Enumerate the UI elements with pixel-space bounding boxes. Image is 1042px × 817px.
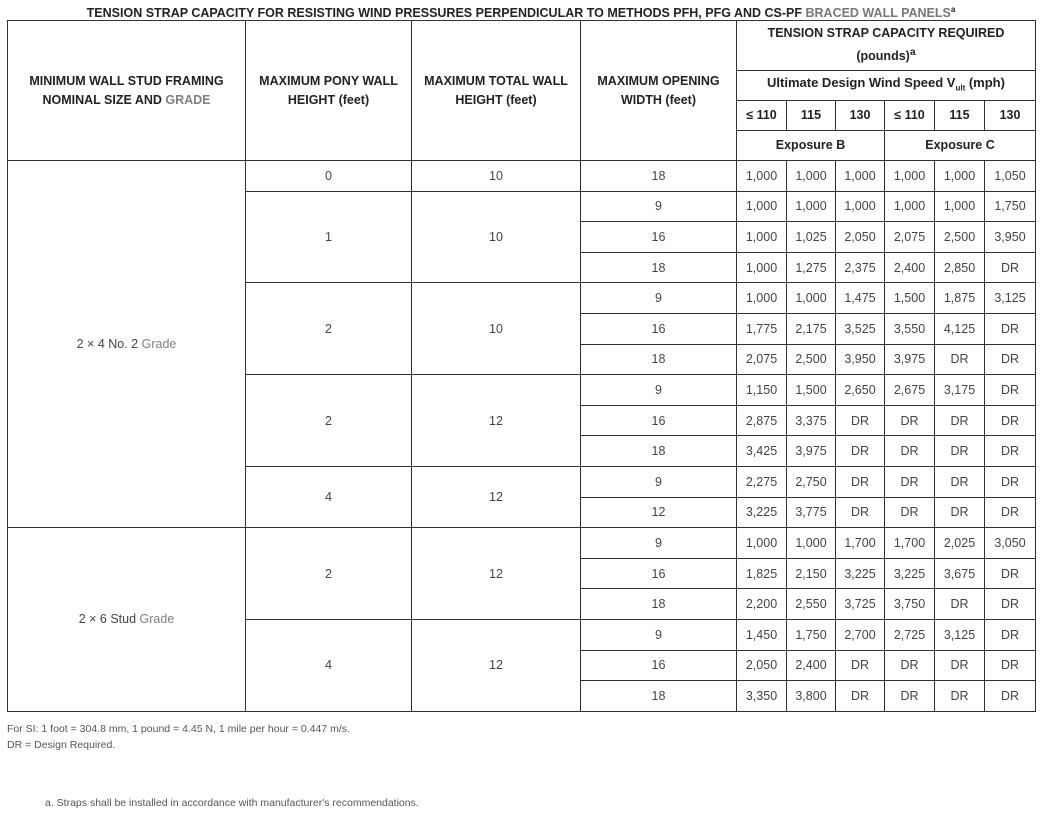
pony-wall-height-cell: 2 [246, 283, 412, 375]
capacity-cell: 1,000 [737, 222, 787, 253]
capacity-cell: 2,550 [787, 589, 836, 620]
capacity-cell: DR [935, 650, 985, 681]
capacity-cell: 1,000 [885, 161, 935, 192]
table-row [8, 528, 1036, 559]
header-speed: 115 [787, 101, 836, 131]
total-wall-height-cell: 12 [412, 619, 581, 711]
framing-grade-link[interactable]: Grade [141, 337, 177, 352]
capacity-cell: 2,500 [787, 344, 836, 375]
capacity-cell: 1,275 [787, 252, 836, 283]
capacity-cell: DR [885, 436, 935, 467]
total-wall-height-cell: 12 [412, 375, 581, 467]
capacity-cell: 3,725 [836, 589, 885, 620]
capacity-cell: 1,475 [836, 283, 885, 314]
pony-wall-height-cell: 2 [246, 375, 412, 467]
header-framing-line1: MINIMUM WALL STUD FRAMING [29, 73, 224, 88]
framing-cell [8, 161, 246, 528]
opening-width-cell: 18 [581, 252, 737, 283]
capacity-cell: DR [836, 436, 885, 467]
table-title-footnote-mark: a [950, 5, 956, 14]
header-wind-speed [737, 71, 1036, 101]
capacity-cell: 3,750 [885, 589, 935, 620]
capacity-cell: 1,000 [787, 191, 836, 222]
framing-size: 2 × 4 No. 2 [76, 337, 142, 352]
capacity-cell: 3,975 [787, 436, 836, 467]
capacity-cell: 3,425 [737, 436, 787, 467]
capacity-cell: DR [935, 436, 985, 467]
framing-grade-link[interactable]: Grade [139, 612, 175, 627]
opening-width-cell: 18 [581, 161, 737, 192]
opening-width-cell: 9 [581, 283, 737, 314]
header-capacity-line1: TENSION STRAP CAPACITY REQUIRED [767, 26, 1005, 41]
capacity-cell: DR [836, 405, 885, 436]
capacity-cell: 1,450 [737, 619, 787, 650]
pony-wall-height-cell: 4 [246, 466, 412, 527]
capacity-cell: 1,000 [836, 161, 885, 192]
capacity-cell: 1,000 [737, 252, 787, 283]
capacity-cell: 1,000 [737, 191, 787, 222]
opening-width-cell: 9 [581, 466, 737, 497]
capacity-cell: 3,125 [985, 283, 1036, 314]
capacity-cell: DR [985, 650, 1036, 681]
capacity-cell: 1,000 [737, 528, 787, 559]
capacity-cell: 3,125 [935, 619, 985, 650]
capacity-cell: 3,775 [787, 497, 836, 528]
pony-wall-height-cell: 1 [246, 191, 412, 283]
capacity-cell: DR [985, 313, 1036, 344]
tension-strap-table [7, 20, 1036, 712]
capacity-cell: DR [935, 405, 985, 436]
capacity-cell: 1,875 [935, 283, 985, 314]
capacity-cell: 1,775 [737, 313, 787, 344]
capacity-cell: 3,950 [836, 344, 885, 375]
framing-size: 2 × 6 Stud [78, 612, 140, 627]
capacity-cell: 3,675 [935, 558, 985, 589]
capacity-cell: 1,700 [885, 528, 935, 559]
capacity-cell: 1,750 [787, 619, 836, 650]
header-speed: 130 [836, 101, 885, 131]
opening-width-cell: 9 [581, 191, 737, 222]
capacity-cell: DR [985, 619, 1036, 650]
total-wall-height-cell: 10 [412, 191, 581, 283]
capacity-cell: DR [935, 589, 985, 620]
capacity-cell: 3,375 [787, 405, 836, 436]
capacity-cell: DR [935, 681, 985, 712]
opening-width-cell: 16 [581, 313, 737, 344]
header-framing-line2: NOMINAL SIZE AND [42, 92, 166, 107]
opening-width-cell: 12 [581, 497, 737, 528]
opening-width-cell: 9 [581, 375, 737, 406]
capacity-cell: 2,725 [885, 619, 935, 650]
capacity-cell: DR [935, 466, 985, 497]
capacity-cell: DR [985, 681, 1036, 712]
capacity-cell: 2,400 [787, 650, 836, 681]
table-title-link[interactable]: BRACED WALL PANELS [805, 6, 951, 21]
capacity-cell: DR [935, 344, 985, 375]
header-capacity [737, 21, 1036, 71]
capacity-cell: DR [885, 681, 935, 712]
capacity-cell: 2,050 [836, 222, 885, 253]
capacity-cell: 2,850 [935, 252, 985, 283]
header-wind-speed-pre: Ultimate Design Wind Speed V [767, 75, 956, 91]
capacity-cell: DR [985, 497, 1036, 528]
header-total-line1: MAXIMUM TOTAL WALL [424, 73, 568, 88]
capacity-cell: 3,225 [885, 558, 935, 589]
table-title [0, 0, 1042, 20]
capacity-cell: 2,175 [787, 313, 836, 344]
capacity-cell: 1,750 [985, 191, 1036, 222]
header-opening-width [581, 21, 737, 161]
capacity-cell: DR [985, 589, 1036, 620]
table-title-main: TENSION STRAP CAPACITY FOR RESISTING WIND PRESSURES PERPENDICULAR TO METHODS PFH, PFG AND CS-PF [86, 6, 806, 21]
capacity-cell: 1,700 [836, 528, 885, 559]
capacity-cell: 1,500 [787, 375, 836, 406]
capacity-cell: 3,800 [787, 681, 836, 712]
capacity-cell: 2,700 [836, 619, 885, 650]
capacity-cell: DR [836, 681, 885, 712]
header-capacity-footnote-mark: a [909, 47, 916, 59]
capacity-cell: 1,000 [737, 161, 787, 192]
opening-width-cell: 16 [581, 558, 737, 589]
capacity-cell: DR [885, 466, 935, 497]
capacity-cell: 1,000 [935, 191, 985, 222]
pony-wall-height-cell: 4 [246, 619, 412, 711]
opening-width-cell: 9 [581, 619, 737, 650]
capacity-cell: 3,950 [985, 222, 1036, 253]
capacity-cell: 1,000 [787, 283, 836, 314]
capacity-cell: DR [985, 405, 1036, 436]
capacity-cell: 2,075 [737, 344, 787, 375]
capacity-cell: DR [885, 405, 935, 436]
pony-wall-height-cell: 2 [246, 528, 412, 620]
header-capacity-line2: (pounds) [856, 49, 910, 64]
opening-width-cell: 18 [581, 681, 737, 712]
capacity-cell: 2,675 [885, 375, 935, 406]
header-exposure-c: Exposure C [885, 131, 1036, 161]
total-wall-height-cell: 10 [412, 283, 581, 375]
capacity-cell: 1,050 [985, 161, 1036, 192]
capacity-cell: 1,000 [787, 161, 836, 192]
capacity-cell: 2,075 [885, 222, 935, 253]
capacity-cell: DR [985, 466, 1036, 497]
capacity-cell: DR [836, 466, 885, 497]
capacity-cell: 3,975 [885, 344, 935, 375]
capacity-cell: 1,000 [787, 528, 836, 559]
capacity-cell: DR [836, 650, 885, 681]
capacity-cell: 3,550 [885, 313, 935, 344]
capacity-cell: 2,400 [885, 252, 935, 283]
header-speed: 115 [935, 101, 985, 131]
note-design-required: DR = Design Required. [7, 739, 116, 751]
capacity-cell: 2,200 [737, 589, 787, 620]
note-si-conversion: For SI: 1 foot = 304.8 mm, 1 pound = 4.45 N, 1 mile per hour = 0.447 m/s. [7, 723, 350, 735]
header-total-line2: HEIGHT (feet) [455, 92, 537, 107]
opening-width-cell: 18 [581, 436, 737, 467]
capacity-cell: DR [935, 497, 985, 528]
capacity-cell: 3,225 [836, 558, 885, 589]
capacity-cell: 2,650 [836, 375, 885, 406]
opening-width-cell: 9 [581, 528, 737, 559]
capacity-cell: DR [985, 558, 1036, 589]
opening-width-cell: 18 [581, 344, 737, 375]
total-wall-height-cell: 12 [412, 466, 581, 527]
table-notes [7, 721, 350, 753]
header-framing-grade-link[interactable]: GRADE [165, 92, 211, 107]
capacity-cell: 2,750 [787, 466, 836, 497]
capacity-cell: 3,050 [985, 528, 1036, 559]
capacity-cell: 1,150 [737, 375, 787, 406]
capacity-cell: 1,000 [737, 283, 787, 314]
opening-width-cell: 16 [581, 405, 737, 436]
capacity-cell: DR [985, 375, 1036, 406]
capacity-cell: 4,125 [935, 313, 985, 344]
capacity-cell: DR [985, 252, 1036, 283]
total-wall-height-cell: 12 [412, 528, 581, 620]
capacity-cell: 2,375 [836, 252, 885, 283]
capacity-cell: 1,000 [836, 191, 885, 222]
header-speed: ≤ 110 [737, 101, 787, 131]
capacity-cell: 1,025 [787, 222, 836, 253]
header-speed: 130 [985, 101, 1036, 131]
header-exposure-b: Exposure B [737, 131, 885, 161]
capacity-cell: 1,825 [737, 558, 787, 589]
header-opening-line2: WIDTH (feet) [621, 92, 696, 107]
header-pony-line1: MAXIMUM PONY WALL [259, 73, 398, 88]
header-opening-line1: MAXIMUM OPENING [597, 73, 720, 88]
capacity-cell: 2,050 [737, 650, 787, 681]
capacity-cell: 2,150 [787, 558, 836, 589]
header-wind-speed-post: (mph) [965, 75, 1005, 91]
opening-width-cell: 18 [581, 589, 737, 620]
table-body [8, 161, 1036, 712]
capacity-cell: 3,350 [737, 681, 787, 712]
capacity-cell: 1,000 [885, 191, 935, 222]
header-pony-wall [246, 21, 412, 161]
opening-width-cell: 16 [581, 222, 737, 253]
capacity-cell: 1,000 [935, 161, 985, 192]
table-row [8, 161, 1036, 192]
pony-wall-height-cell: 0 [246, 161, 412, 192]
capacity-cell: DR [885, 497, 935, 528]
header-pony-line2: HEIGHT (feet) [287, 92, 370, 107]
total-wall-height-cell: 10 [412, 161, 581, 192]
capacity-cell: DR [985, 344, 1036, 375]
capacity-cell: 2,025 [935, 528, 985, 559]
capacity-cell: 3,225 [737, 497, 787, 528]
header-speed: ≤ 110 [885, 101, 935, 131]
header-wind-speed-sub: ult [955, 83, 966, 93]
capacity-cell: 2,500 [935, 222, 985, 253]
footnote-a: a. Straps shall be installed in accordance with manufacturer's recommendations. [45, 797, 419, 809]
capacity-cell: 1,500 [885, 283, 935, 314]
capacity-cell: DR [885, 650, 935, 681]
capacity-cell: 3,525 [836, 313, 885, 344]
opening-width-cell: 16 [581, 650, 737, 681]
capacity-cell: DR [836, 497, 885, 528]
capacity-cell: DR [985, 436, 1036, 467]
capacity-cell: 2,875 [737, 405, 787, 436]
header-framing [8, 21, 246, 161]
header-total-wall [412, 21, 581, 161]
capacity-cell: 3,175 [935, 375, 985, 406]
framing-cell [8, 528, 246, 712]
capacity-cell: 2,275 [737, 466, 787, 497]
